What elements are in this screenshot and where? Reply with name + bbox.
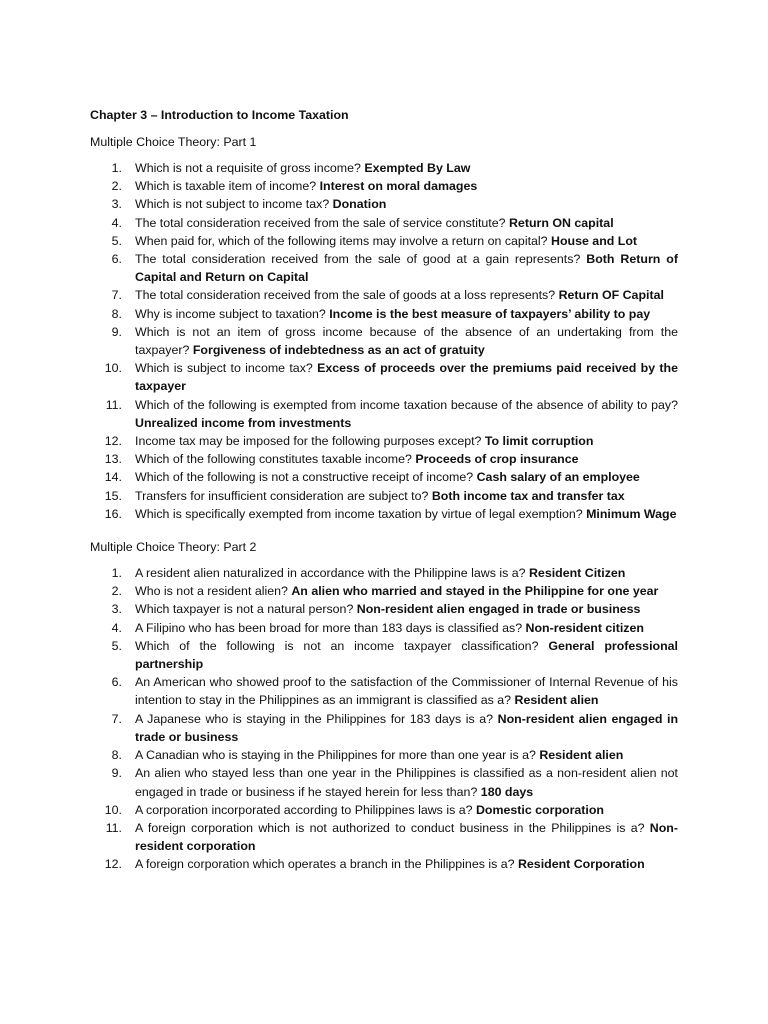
question-text: An alien who stayed less than one year in the Philippines is classified as a non-resident alien not engaged in trade or business if he stayed herein for less than?	[135, 766, 678, 799]
question-number: 5.	[111, 233, 122, 248]
question-item	[90, 819, 678, 855]
answer-text: General professional partnership	[135, 638, 678, 672]
question-item	[90, 801, 678, 819]
question-text: A foreign corporation which is not authorized to conduct business in the Philippines is a?	[135, 820, 650, 835]
question-text: Why is income subject to taxation?	[135, 306, 330, 321]
question-item	[90, 432, 678, 450]
answer-text: Proceeds of crop insurance	[415, 452, 579, 467]
question-number: 14.	[104, 470, 122, 485]
question-number: 3.	[111, 602, 122, 617]
chapter-title: Chapter 3 – Introduction to Income Taxation	[90, 108, 349, 122]
question-number: 9.	[111, 766, 122, 781]
question-item	[90, 468, 678, 486]
answer-text: Income is the best measure of taxpayers’ ability to pay	[329, 306, 651, 321]
question-text: An American who showed proof to the satisfaction of the Commissioner of Internal Revenue of his intention to stay in the Philippines as an immigrant is classified as a?	[135, 675, 678, 708]
question-text: A resident alien naturalized in accordance with the Philippine laws is a?	[135, 566, 529, 581]
question-text: Which is not subject to income tax?	[135, 197, 333, 212]
answer-text: Non-resident citizen	[525, 620, 644, 635]
question-text: Which of the following is not an income taxpayer classification?	[135, 638, 549, 653]
answer-text: Cash salary of an employee	[476, 470, 640, 485]
question-item	[90, 232, 678, 250]
answer-text: Minimum Wage	[586, 506, 677, 521]
question-item	[90, 450, 678, 468]
question-text: Transfers for insufficient consideration are subject to?	[135, 488, 432, 503]
question-number: 3.	[111, 197, 122, 212]
question-text: A corporation incorporated according to Philippines laws is a?	[135, 802, 476, 817]
question-number: 10.	[104, 802, 122, 817]
question-number: 15.	[104, 488, 122, 503]
question-number: 1.	[111, 161, 122, 175]
question-text: Which is not a requisite of gross income?	[135, 161, 365, 175]
question-item	[90, 764, 678, 800]
answer-text: Donation	[332, 197, 387, 212]
question-list-part-1	[90, 159, 678, 523]
question-number: 8.	[111, 748, 122, 763]
question-number: 16.	[104, 506, 122, 521]
question-text: Which of the following is not a constructive receipt of income?	[135, 470, 477, 485]
answer-text: Forgiveness of indebtedness as an act of gratuity	[192, 343, 485, 358]
answer-text: Return OF Capital	[558, 288, 664, 303]
answer-text: Both income tax and transfer tax	[431, 488, 625, 503]
question-item	[90, 250, 678, 286]
question-item	[90, 305, 678, 323]
answer-text: Domestic corporation	[475, 802, 604, 817]
question-number: 7.	[111, 711, 122, 726]
section-title-part-2: Multiple Choice Theory: Part 2	[90, 540, 257, 555]
question-text: The total consideration received from the sale of service constitute?	[135, 215, 509, 230]
question-item	[90, 564, 678, 582]
question-text: Who is not a resident alien?	[135, 584, 292, 599]
question-item	[90, 359, 678, 395]
question-item	[90, 637, 678, 673]
question-text: Which is subject to income tax?	[135, 361, 318, 376]
question-text: A foreign corporation which operates a branch in the Philippines is a?	[135, 857, 518, 872]
question-text: Income tax may be imposed for the following purposes except?	[135, 434, 485, 449]
question-number: 13.	[104, 452, 122, 467]
question-list-part-2	[90, 564, 678, 873]
question-item	[90, 619, 678, 637]
question-text: Which taxpayer is not a natural person?	[135, 602, 357, 617]
question-text: The total consideration received from the sale of good at a gain represents?	[135, 252, 587, 267]
question-number: 11.	[105, 397, 122, 412]
question-number: 6.	[111, 675, 122, 690]
answer-text: 180 days	[480, 784, 534, 799]
question-item	[90, 505, 678, 523]
question-text: Which of the following constitutes taxable income?	[135, 452, 416, 467]
question-number: 2.	[111, 584, 122, 599]
question-text: A Canadian who is staying in the Philippines for more than one year is a?	[135, 748, 540, 763]
question-text: When paid for, which of the following items may involve a return on capital?	[135, 233, 551, 248]
question-item	[90, 177, 678, 195]
question-number: 8.	[111, 306, 122, 321]
question-number: 2.	[111, 179, 122, 194]
question-number: 11.	[105, 820, 122, 835]
question-item	[90, 396, 678, 432]
question-number: 5.	[111, 638, 122, 653]
question-text: Which is taxable item of income?	[135, 179, 320, 194]
answer-text: Non-resident alien engaged in trade or business	[356, 602, 641, 617]
question-number: 12.	[104, 857, 122, 872]
answer-text: Resident alien	[514, 693, 599, 708]
answer-text: Non-resident alien engaged in trade or business	[135, 711, 679, 744]
answer-text: Return ON capital	[508, 215, 614, 230]
answer-text: Interest on moral damages	[319, 179, 478, 194]
question-text: A Japanese who is staying in the Philippines for 183 days is a?	[135, 711, 498, 726]
question-item	[90, 582, 678, 600]
answer-text: Excess of proceeds over the premiums paid received by the taxpayer	[135, 361, 678, 394]
question-item	[90, 600, 678, 618]
question-number: 1.	[111, 566, 122, 581]
question-item	[90, 323, 678, 359]
question-text: A Filipino who has been broad for more than 183 days is classified as?	[135, 620, 526, 635]
question-text: Which of the following is exempted from income taxation because of the absence of ability to pay?	[135, 397, 678, 412]
question-item	[90, 855, 678, 873]
question-item	[90, 195, 678, 213]
answer-text: An alien who married and stayed in the Philippine for one year	[291, 584, 659, 599]
question-number: 4.	[111, 620, 122, 635]
answer-text: Both Return of Capital and Return on Capital	[135, 252, 678, 285]
question-number: 7.	[111, 288, 122, 303]
answer-text: House and Lot	[551, 233, 638, 248]
question-text: The total consideration received from the sale of goods at a loss represents?	[135, 288, 559, 303]
question-item	[90, 214, 678, 232]
question-number: 4.	[111, 215, 122, 230]
document-content	[90, 106, 678, 874]
question-number: 9.	[111, 324, 122, 339]
question-number: 6.	[111, 252, 122, 267]
question-number: 10.	[104, 361, 122, 376]
question-item	[90, 746, 678, 764]
answer-text: Non-resident corporation	[135, 820, 678, 854]
question-item	[90, 487, 678, 505]
answer-text: Unrealized income from investments	[135, 415, 352, 430]
answer-text: Resident Citizen	[528, 566, 626, 581]
question-number: 12.	[104, 434, 122, 449]
question-item	[90, 710, 678, 746]
question-text: Which is specifically exempted from income taxation by virtue of legal exemption?	[135, 506, 587, 521]
question-item	[90, 673, 678, 709]
answer-text: Resident Corporation	[517, 857, 645, 872]
answer-text: To limit corruption	[484, 434, 594, 449]
question-item	[90, 159, 678, 177]
question-text: Which is not an item of gross income because of the absence of an undertaking from the taxpayer?	[135, 324, 678, 358]
section-title-part-1: Multiple Choice Theory: Part 1	[90, 135, 257, 149]
answer-text: Resident alien	[539, 748, 624, 763]
question-item	[90, 286, 678, 304]
answer-text: Exempted By Law	[364, 161, 471, 175]
